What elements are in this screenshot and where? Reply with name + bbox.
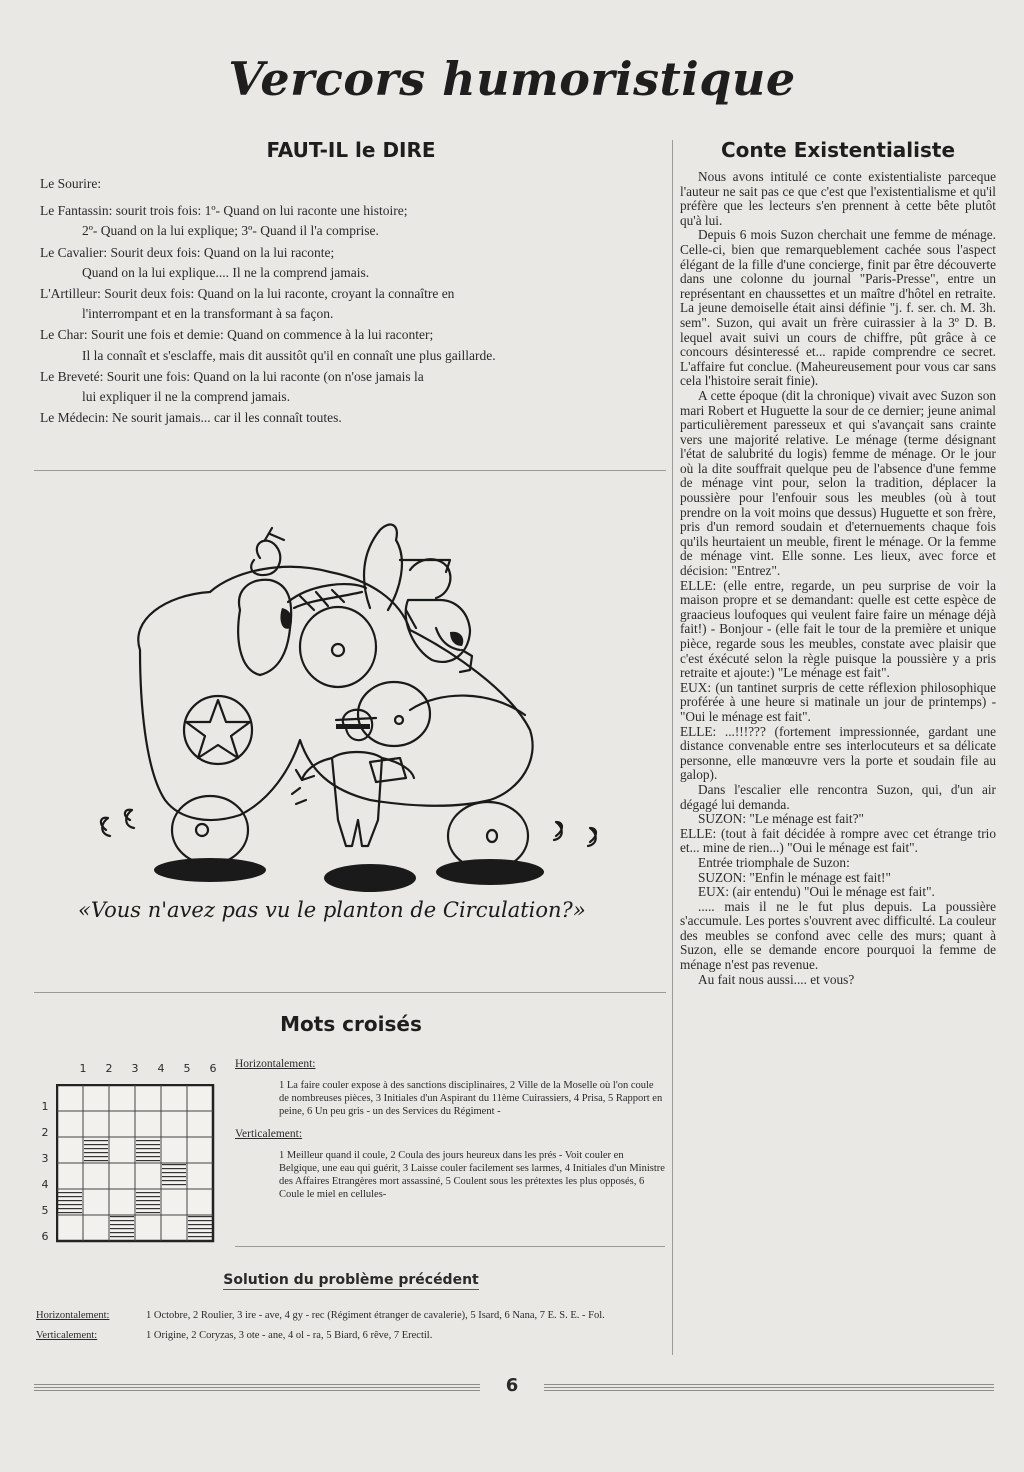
section-rule [34, 992, 666, 993]
sourire-intro: Le Sourire: [40, 176, 102, 191]
section-rule [34, 470, 666, 471]
column-divider [672, 140, 673, 1355]
row-number: 6 [41, 1230, 49, 1243]
horizontal-label: Horizontalement: [235, 1058, 316, 1070]
row-number: 1 [41, 1100, 49, 1113]
column-number: 2 [105, 1062, 113, 1075]
story-paragraph: ELLE: (elle entre, regarde, un peu surprise de voir la maison propre et se demandant: quelle est cette espèce de graacieus loufoques qui veulent faire faire un ménage déjà fait!) - Bonjour - (elle fait le tour de la première et unique pièce, regarde sous les meubles, constate avec plaisir que c'est éxécuté selon la règle puisque la poussière y a pris retraite et ajoute:) "Le ménage est fait". [680, 577, 996, 681]
story-paragraph: Nous avons intitulé ce conte existentialiste parceque l'auteur ne sait pas ce que c'est que l'existentialisme et qu'il préfère que les lecteurs s'en prennent à cette bête plutôt qu'à lui. [680, 169, 996, 228]
clues-rule [235, 1246, 665, 1247]
solution-horizontal-label: Horizontalement: [36, 1310, 110, 1321]
column-number: 4 [157, 1062, 165, 1075]
crossword-clues [235, 1058, 665, 1211]
vertical-clues: 1 Meilleur quand il coule, 2 Coula des jours heureux dans les prés - Voit couler en Belgique, une eau qui guérit, 3 Laisse couler facilement ses larmes, 4 Initiales d'un Ministre des Affaires Etrangères mort assassiné, 5 Coulent sous les prétextes les plus opposés, 6 Coule le miel en cellules- [279, 1150, 665, 1200]
entry-line: L'Artilleur: Sourit deux fois: Quand on la lui raconte, croyant la connaître en [40, 286, 455, 302]
story-paragraph: A cette époque (dit la chronique) vivait avec Suzon son mari Robert et Huguette la sour de ce dernier; jeune animal particulièrement paresseux et qui s'avançait sans crainte vers une majorité relative. Le ménage (terme désignant l'état de salubrité du logis) femme de ménage. Or le jour où la dite souffrait quelque peu de l'absence d'une femme de ménage vint pour, selon la tradition, déplacer la poussière pour l'enfouir sous les meubles (où à tout prendre on la voit moins que dessus) Huguette et son frère, pris d'un remord soudain et d'eternuements chaque fois qu'ils heurtaient un meuble, firent le ménage. Or la femme de ménage vint. Elle sonne. Les lieux, avec force et décision: "Entrez". [680, 387, 996, 579]
solution-vertical-label: Verticalement: [36, 1330, 98, 1341]
story-paragraph: EUX: (air entendu) "Oui le ménage est fait". [698, 884, 935, 900]
story-paragraph: SUZON: "Enfin le ménage est fait!" [698, 869, 891, 885]
faut-il-le-dire-title: FAUT-IL le DIRE [266, 138, 436, 162]
entry-medecin [40, 408, 662, 428]
column-number: 3 [131, 1062, 139, 1075]
footer-rule-right [544, 1384, 994, 1394]
masthead-title: Vercors humoristique [228, 52, 796, 106]
entry-line: Il la connaît et s'esclaffe, mais dit aussitôt qu'il en connaît une plus gaillarde. [82, 347, 496, 363]
entry-line: Quand on la lui explique.... Il ne la comprend jamais. [82, 264, 370, 280]
solution-text [36, 1308, 664, 1348]
solution-vertical [36, 1328, 664, 1343]
row-number: 5 [41, 1204, 49, 1217]
entry-line: Le Breveté: Sourit une fois: Quand on la lui raconte (on n'ose jamais la [40, 368, 424, 384]
row-number: 4 [41, 1178, 49, 1191]
conte-existentialiste-text [680, 170, 996, 987]
entry-cavalier [40, 243, 662, 283]
entry-line: l'interrompant et en la transformant à sa façon. [82, 306, 334, 322]
entry-line: 2º- Quand on la lui explique; 3º- Quand il l'a comprise. [82, 223, 379, 239]
entry-artilleur [40, 284, 662, 324]
cartoon-illustration [70, 500, 630, 940]
entry-char [40, 325, 662, 365]
column-number: 5 [183, 1062, 191, 1075]
solution-horizontal [36, 1308, 664, 1323]
conte-existentialiste-title: Conte Existentialiste [720, 138, 956, 162]
entry-line: Le Fantassin: sourit trois fois: 1º- Quand on lui raconte une histoire; [40, 203, 408, 219]
crossword-grid [56, 1084, 216, 1244]
entry-line: Le Cavalier: Sourit deux fois: Quand on la lui raconte; [40, 244, 335, 260]
column-number: 1 [79, 1062, 87, 1075]
entry-brevete [40, 367, 662, 407]
story-paragraph: SUZON: "Le ménage est fait?" [698, 811, 864, 827]
faut-il-le-dire-text [40, 174, 662, 429]
footer-rule-left [34, 1384, 480, 1394]
entry-line: Le Char: Sourit une fois et demie: Quand on commence à la lui raconter; [40, 327, 434, 343]
row-number: 3 [41, 1152, 49, 1165]
solution-title-text: Solution du problème précédent [223, 1272, 479, 1288]
entry-line: Le Médecin: Ne sourit jamais... car il les connaît toutes. [40, 410, 342, 426]
entry-fantassin [40, 201, 662, 241]
row-number: 2 [41, 1126, 49, 1139]
page-number: 6 [505, 1375, 519, 1396]
story-paragraph: ELLE: (tout à fait décidée à rompre avec cet étrange trio et... mine de rien...) "Oui le ménage est fait". [680, 825, 996, 856]
horizontal-clues: 1 La faire couler expose à des sanctions disciplinaires, 2 Ville de la Moselle où l'on coule de nombreuses pièces, 3 Initiales d'un Aspirant du 11ème Cuirassiers, 4 Prisa, 5 Rapport en peine, 6 Un peu gris - un des Services du Régiment - [279, 1080, 663, 1117]
story-paragraph: Au fait nous aussi.... et vous? [698, 971, 855, 987]
vertical-label: Verticalement: [235, 1128, 303, 1140]
column-number: 6 [209, 1062, 217, 1075]
story-paragraph: EUX: (un tantinet surpris de cette réflexion philosophique proférée à une heure si matinale un jour de printemps) - "Oui le ménage est fait". [680, 679, 996, 724]
cartoon-caption: «Vous n'avez pas vu le planton de Circulation?» [78, 898, 586, 922]
crossword-grid-area [38, 1060, 218, 1255]
solution-horizontal-text: 1 Octobre, 2 Roulier, 3 ire - ave, 4 gy - rec (Régiment étranger de cavalerie), 5 Isard, 6 Nana, 7 E. S. E. - Fol. [146, 1310, 605, 1321]
story-paragraph: Entrée triomphale de Suzon: [698, 854, 850, 870]
mots-croises-title: Mots croisés [280, 1012, 422, 1036]
story-paragraph: Depuis 6 mois Suzon cherchait une femme de ménage. Celle-ci, bien que remarqueblement cachée sous l'aspect élégant de la fille d'une concierge, finit par être découverte dans une colonne du journal "Paris-Presse", entre un représentant en chaussettes et un maître d'hôtel en retraite. La jeune demoiselle était ainsi définie "j. f. ser. ch. M. 3h. sem". Suzon, qui avait un frère cuirassier à la 3º D. B. lequel avait suivi un cours de chiffre, pût grâce à ce concours désinteressé et... rapide comprendre ce secret. L'affaire fut conclue. (Maheureusement pour vous car sans cela l'histoire serait finie). [680, 227, 996, 389]
story-paragraph: ELLE: ...!!!??? (fortement impressionnée, gardant une distance convenable entre ses interlocuteurs et sa délicate personne, elle manœuvre vers la porte et soudain file au galop). [680, 723, 996, 783]
solution-title [36, 1272, 666, 1288]
solution-vertical-text: 1 Origine, 2 Coryzas, 3 ote - ane, 4 ol - ra, 5 Biard, 6 rêve, 7 Erectil. [146, 1330, 433, 1341]
entry-line: lui expliquer il ne la comprend jamais. [82, 389, 291, 405]
story-paragraph: Dans l'escalier elle rencontra Suzon, qui, d'un air dégagé lui demanda. [680, 781, 996, 812]
story-paragraph: ..... mais il ne le fut plus depuis. La poussière s'accumule. Les portes s'ouvrent avec difficulté. La couleur des meubles se confond avec celle des murs; quant à Suzon, elle se demande encore pourquoi la femme de ménage n'est pas revenue. [680, 898, 996, 973]
